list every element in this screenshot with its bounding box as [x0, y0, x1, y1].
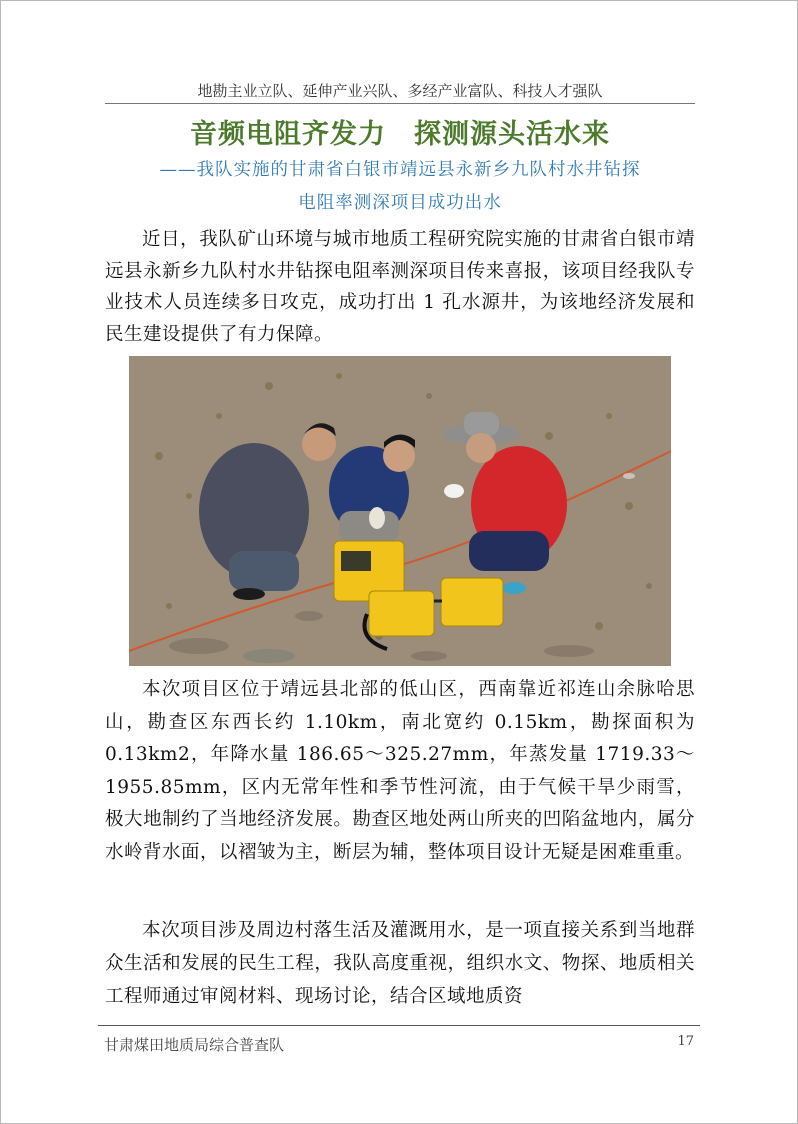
header-divider: [105, 103, 695, 104]
footer-organization: 甘肃煤田地质局综合普查队: [104, 1036, 285, 1054]
paragraph-intro: 近日，我队矿山环境与城市地质工程研究院实施的甘肃省白银市靖远县永新乡九队村水井钻探电阻率测深项目传来喜报，该项目经我队专业技术人员连续多日攻克，成功打出 1 孔水源井，为该地经济发展和民生建设提供了有力保障。: [105, 229, 695, 345]
article-title: 音频电阻齐发力 探测源头活水来: [190, 119, 610, 150]
field-survey-photo-illustration: [129, 356, 671, 666]
field-survey-photo: [129, 356, 671, 666]
header-slogan: 地勘主业立队、延伸产业兴队、多经产业富队、科技人才强队: [197, 82, 603, 100]
article-subtitle-line1: ——我队实施的甘肃省白银市靖远县永新乡九队村水井钻探: [159, 160, 641, 180]
article-subtitle-line2: 电阻率测深项目成功出水: [298, 193, 502, 213]
paragraph-project-significance: 本次项目涉及周边村落生活及灌溉用水，是一项直接关系到当地群众生活和发展的民生工程，我队高度重视，组织水文、物探、地质相关工程师通过审阅材料、现场讨论，结合区域地质资: [105, 920, 695, 1007]
paragraph-project-area: 本次项目区位于靖远县北部的低山区，西南靠近祁连山余脉哈思山，勘查区东西长约 1.10km，南北宽约 0.15km，勘探面积为 0.13km2，年降水量 186.65～325.27mm，年蒸发量 1719.33～1955.85mm，区内无常年性和季节性河流，由于气候干旱少雨雪，极大地制约了当地经济发展。勘查区地处两山所夹的凹陷盆地内，属分水岭背水面，以褶皱为主，断层为辅，整体项目设计无疑是困难重重。: [105, 679, 695, 863]
footer-divider: [98, 1025, 700, 1026]
page-number: 17: [677, 1034, 694, 1049]
